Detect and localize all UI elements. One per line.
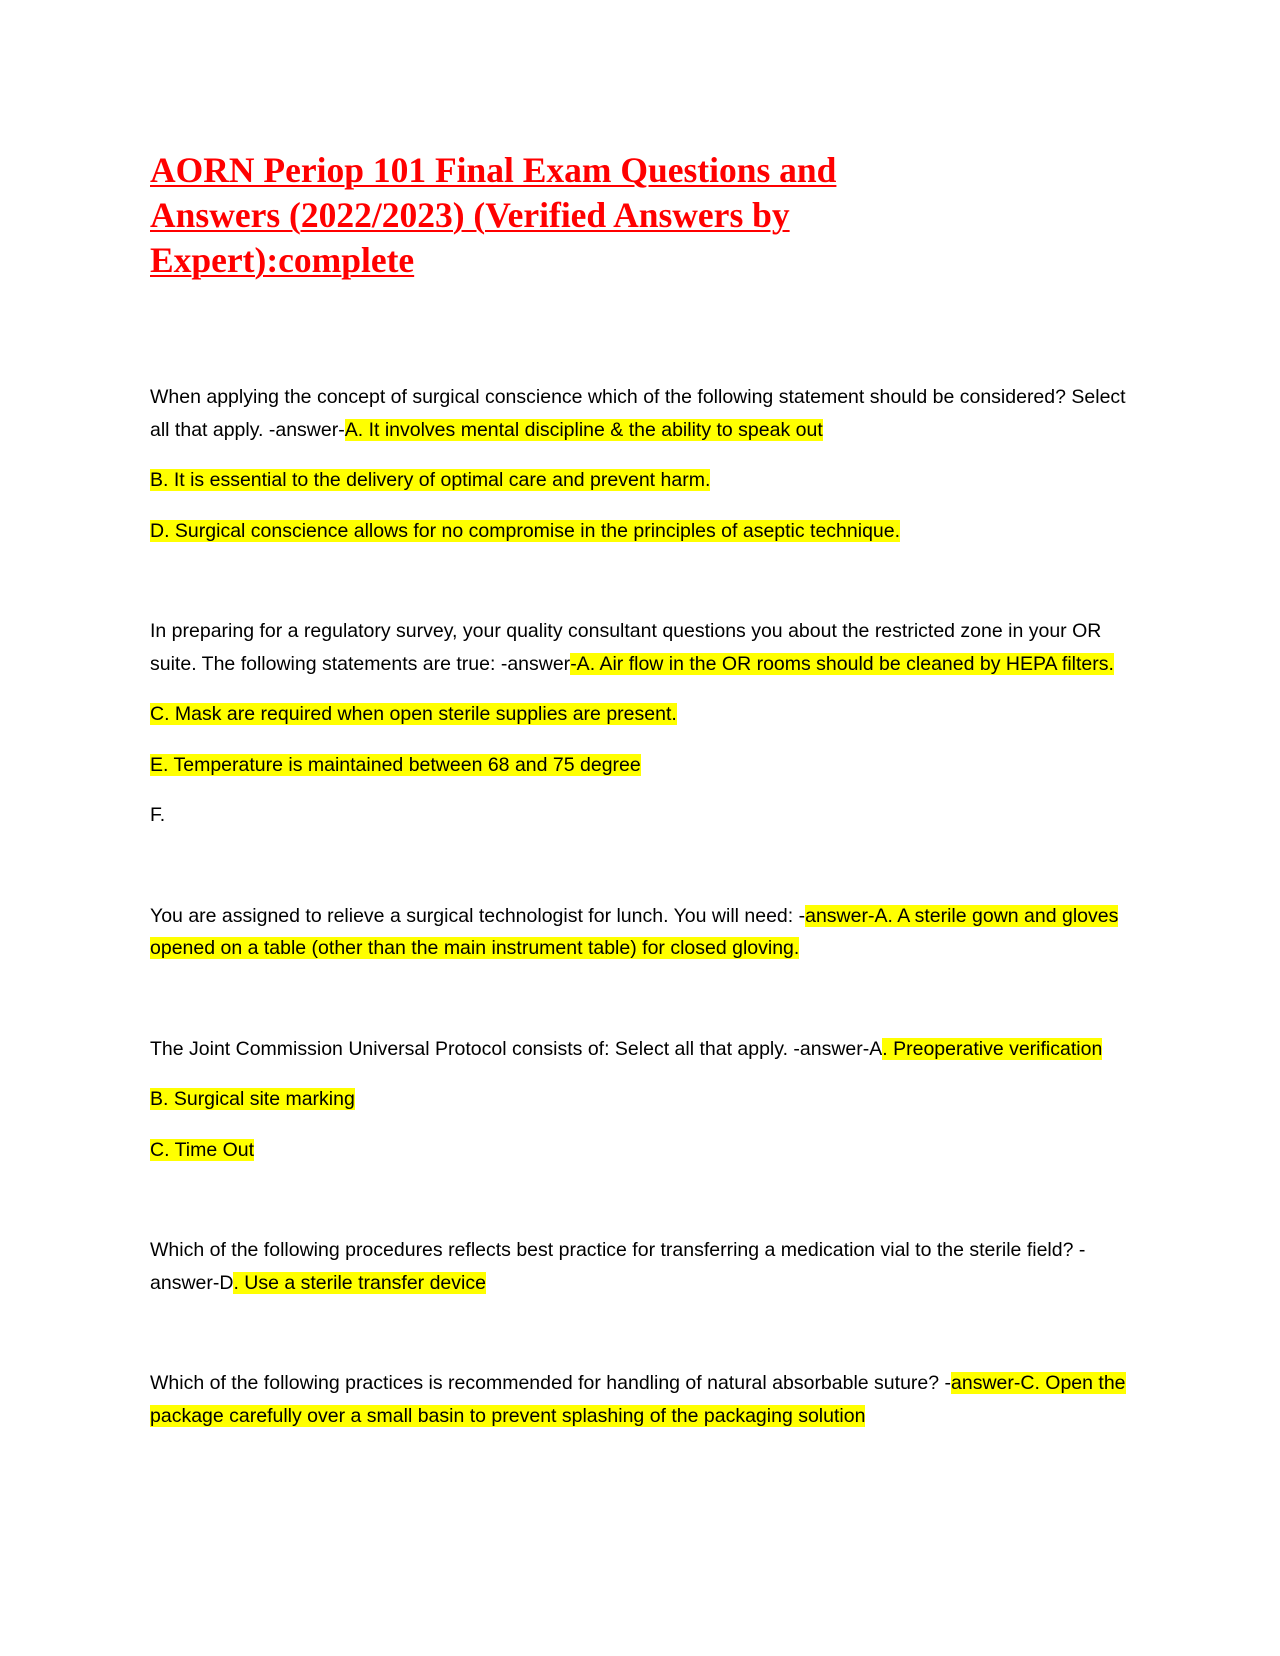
- question-3-text: You are assigned to relieve a surgical technologist for lunch. You will need: -: [150, 904, 806, 927]
- question-1-option-b: [150, 464, 1140, 497]
- question-3-answer: answer-A. A sterile gown and gloves opened on a table (other than the main instrument table) for closed gloving.: [150, 904, 1119, 959]
- question-2: [150, 615, 1140, 680]
- question-3: [150, 900, 1140, 965]
- question-2-option-e-text: E. Temperature is maintained between 68 and 75 degree: [150, 753, 641, 776]
- question-4-text: The Joint Commission Universal Protocol consists of: Select all that apply. -answer-A: [150, 1037, 883, 1060]
- question-4-answer: . Preoperative verification: [882, 1037, 1103, 1060]
- question-6: [150, 1367, 1140, 1432]
- question-2-option-f-text: F.: [150, 804, 166, 826]
- question-5-answer: . Use a sterile transfer device: [233, 1271, 486, 1294]
- question-1-text: When applying the concept of surgical conscience which of the following statement should be considered? Select all that apply. -answer-: [150, 386, 1126, 441]
- question-2-option-f: [150, 799, 1140, 832]
- question-2-answer: -A. Air flow in the OR rooms should be cleaned by HEPA filters.: [570, 652, 1114, 675]
- question-1-option-d-text: D. Surgical conscience allows for no compromise in the principles of aseptic technique.: [150, 519, 901, 542]
- question-1-option-b-text: B. It is essential to the delivery of optimal care and prevent harm.: [150, 469, 711, 491]
- question-1-option-d: [150, 515, 1140, 548]
- question-6-answer: answer-C. Open the package carefully over a small basin to prevent splashing of the packaging solution: [150, 1372, 1126, 1427]
- question-1-answer: A. It involves mental discipline & the ability to speak out: [344, 418, 823, 441]
- question-5-text: Which of the following procedures reflects best practice for transferring a medication vial to the sterile field? -answer-D: [150, 1239, 1086, 1294]
- question-2-option-e: [150, 749, 1140, 782]
- question-5: [150, 1234, 1140, 1299]
- question-4-option-c-text: C. Time Out: [150, 1138, 255, 1161]
- question-4-option-b: [150, 1083, 1140, 1116]
- question-2-option-c: [150, 698, 1140, 731]
- question-4-option-c: [150, 1134, 1140, 1167]
- question-6-text: Which of the following practices is recommended for handling of natural absorbable suture? -: [150, 1372, 952, 1394]
- question-2-option-c-text: C. Mask are required when open sterile supplies are present.: [150, 703, 677, 725]
- question-2-text: In preparing for a regulatory survey, your quality consultant questions you about the restricted zone in your OR suite. The following statements are true: -answer: [150, 620, 1102, 675]
- document-title: AORN Periop 101 Final Exam Questions and Answers (2022/2023) (Verified Answers by Expert):complete: [150, 150, 837, 280]
- document-page: [150, 148, 1140, 1432]
- question-4-option-b-text: B. Surgical site marking: [150, 1088, 355, 1110]
- question-4: [150, 1033, 1140, 1066]
- question-1: [150, 381, 1140, 446]
